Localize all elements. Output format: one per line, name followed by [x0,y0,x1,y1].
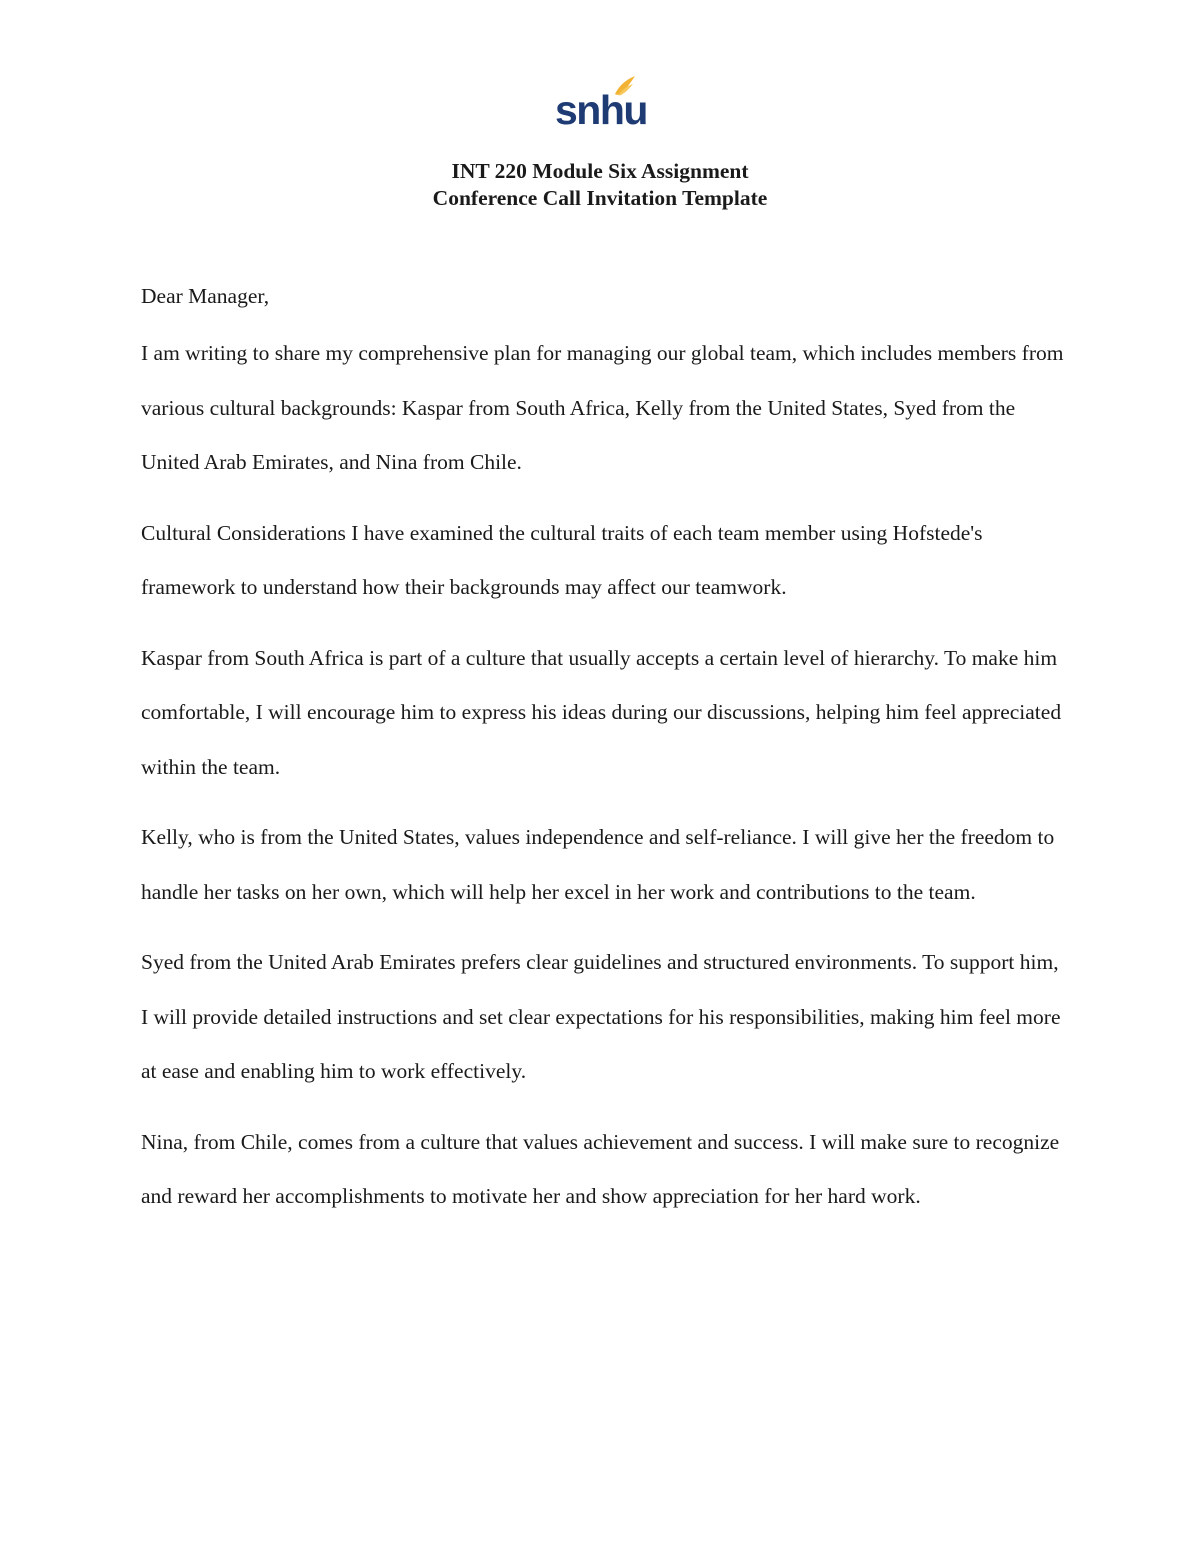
paragraph-intro: I am writing to share my comprehensive plan for managing our global team, which includes members from various cultural backgrounds: Kaspar from South Africa, Kelly from the United States, Syed from the United Arab Emirates, and Nina from Chile. [141,341,1064,474]
logo-wordmark: snhu [555,87,647,133]
paragraph-syed: Syed from the United Arab Emirates prefers clear guidelines and structured environments. To support him, I will provide detailed instructions and set clear expectations for his responsibilities, making him feel more at ease and enabling him to work effectively. [141,950,1061,1083]
paragraph-kaspar: Kaspar from South Africa is part of a culture that usually accepts a certain level of hierarchy. To make him comfortable, I will encourage him to express his ideas during our discussions, helping him feel appreciated within the team. [141,645,1062,779]
header-subtitle: Conference Call Invitation Template [432,186,768,210]
header-title: INT 220 Module Six Assignment [451,159,749,183]
snhu-logo [555,74,647,134]
paragraph-nina: Nina, from Chile, comes from a culture that values achievement and success. I will make sure to recognize and reward her accomplishments to motivate her and show appreciation for her hard work. [141,1129,1060,1208]
salutation: Dear Manager, [141,284,270,308]
paragraph-cultural-considerations: Cultural Considerations I have examined the cultural traits of each team member using Hofstede's framework to understand how their backgrounds may affect our teamwork. [141,520,983,599]
document-header [0,158,1200,212]
letter-body [141,278,1071,1240]
paragraph-kelly: Kelly, who is from the United States, values independence and self-reliance. I will give her the freedom to handle her tasks on her own, which will help her excel in her work and contributions to the team. [141,825,1055,904]
